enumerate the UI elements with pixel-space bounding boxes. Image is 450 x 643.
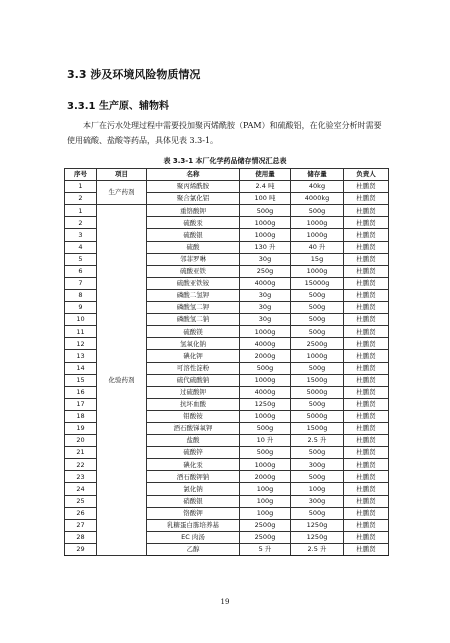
chemical-name-cell: 硫酸亚铁	[147, 265, 240, 277]
usage-cell: 30g	[240, 314, 291, 326]
row-number-cell: 4	[65, 241, 97, 253]
header-cell: 使用量	[240, 169, 291, 181]
row-number-cell: 7	[65, 277, 97, 289]
storage-cell: 500g	[291, 326, 344, 338]
storage-cell: 1500g	[291, 374, 344, 386]
body-paragraph: 本厂在污水处理过程中需要投加聚丙烯酰胺（PAM）和硫酸铝，在化验室分析时需要使用硫酸、盐酸等药品，具体见表 3.3-1。	[67, 121, 382, 145]
header-cell: 名称	[147, 169, 240, 181]
chemical-name-cell: 碘化钾	[147, 350, 240, 362]
row-number-cell: 16	[65, 386, 97, 398]
person-cell: 杜鹏贤	[344, 483, 389, 495]
row-number-cell: 9	[65, 302, 97, 314]
usage-cell: 500g	[240, 422, 291, 434]
row-number-cell: 27	[65, 519, 97, 531]
row-number-cell: 24	[65, 483, 97, 495]
category-cell: 化验药剂	[97, 205, 147, 556]
person-cell: 杜鹏贤	[344, 181, 389, 193]
chemical-name-cell: 硫酸	[147, 241, 240, 253]
table-header-row	[65, 169, 389, 181]
row-number-cell: 8	[65, 289, 97, 301]
usage-cell: 500g	[240, 362, 291, 374]
chemical-storage-table	[64, 168, 389, 556]
person-cell: 杜鹏贤	[344, 217, 389, 229]
storage-cell: 1250g	[291, 519, 344, 531]
storage-cell: 1000g	[291, 229, 344, 241]
row-number-cell: 25	[65, 495, 97, 507]
person-cell: 杜鹏贤	[344, 519, 389, 531]
section-heading: 3.3 涉及环境风险物质情况	[67, 68, 201, 81]
usage-cell: 130 升	[240, 241, 291, 253]
storage-cell: 5000g	[291, 410, 344, 422]
row-number-cell: 10	[65, 314, 97, 326]
row-number-cell: 28	[65, 531, 97, 543]
chemical-name-cell: 碘化汞	[147, 459, 240, 471]
usage-cell: 2.4 吨	[240, 181, 291, 193]
person-cell: 杜鹏贤	[344, 326, 389, 338]
row-number-cell: 19	[65, 422, 97, 434]
row-number-cell: 20	[65, 435, 97, 447]
usage-cell: 2000g	[240, 471, 291, 483]
person-cell: 杜鹏贤	[344, 350, 389, 362]
usage-cell: 4000g	[240, 338, 291, 350]
storage-cell: 40 升	[291, 241, 344, 253]
usage-cell: 1000g	[240, 217, 291, 229]
subsection-heading: 3.3.1 生产原、辅物料	[67, 101, 169, 112]
chemical-name-cell: 重铬酸钾	[147, 205, 240, 217]
person-cell: 杜鹏贤	[344, 435, 389, 447]
storage-cell: 5000g	[291, 386, 344, 398]
usage-cell: 100g	[240, 507, 291, 519]
person-cell: 杜鹏贤	[344, 398, 389, 410]
row-number-cell: 13	[65, 350, 97, 362]
table-body	[65, 181, 389, 556]
row-number-cell: 29	[65, 543, 97, 555]
chemical-name-cell: 硫酸亚铁铵	[147, 277, 240, 289]
usage-cell: 2500g	[240, 531, 291, 543]
chemical-name-cell: 磷酸氢二钾	[147, 302, 240, 314]
row-number-cell: 26	[65, 507, 97, 519]
person-cell: 杜鹏贤	[344, 314, 389, 326]
chemical-name-cell: 可溶性淀粉	[147, 362, 240, 374]
chemical-name-cell: 硫代硫酸钠	[147, 374, 240, 386]
usage-cell: 1250g	[240, 398, 291, 410]
person-cell: 杜鹏贤	[344, 447, 389, 459]
row-number-cell: 5	[65, 253, 97, 265]
storage-cell: 500g	[291, 507, 344, 519]
row-number-cell: 6	[65, 265, 97, 277]
person-cell: 杜鹏贤	[344, 543, 389, 555]
header-cell: 序号	[65, 169, 97, 181]
usage-cell: 500g	[240, 205, 291, 217]
header-cell: 储存量	[291, 169, 344, 181]
usage-cell: 2500g	[240, 519, 291, 531]
storage-cell: 2500g	[291, 338, 344, 350]
row-number-cell: 14	[65, 362, 97, 374]
chemical-name-cell: 硫酸镁	[147, 326, 240, 338]
storage-cell: 1000g	[291, 217, 344, 229]
person-cell: 杜鹏贤	[344, 193, 389, 205]
storage-cell: 500g	[291, 302, 344, 314]
chemical-name-cell: 硫酸银	[147, 229, 240, 241]
person-cell: 杜鹏贤	[344, 386, 389, 398]
person-cell: 杜鹏贤	[344, 277, 389, 289]
person-cell: 杜鹏贤	[344, 338, 389, 350]
person-cell: 杜鹏贤	[344, 410, 389, 422]
usage-cell: 1000g	[240, 229, 291, 241]
chemical-name-cell: 酒石酸钾钠	[147, 471, 240, 483]
usage-cell: 30g	[240, 302, 291, 314]
storage-cell: 1500g	[291, 422, 344, 434]
chemical-name-cell: 氢氧化钠	[147, 338, 240, 350]
table-caption: 表 3.3-1 本厂化学药品储存情况汇总表	[163, 157, 287, 165]
person-cell: 杜鹏贤	[344, 229, 389, 241]
person-cell: 杜鹏贤	[344, 253, 389, 265]
chemical-name-cell: 聚丙烯酰胺	[147, 181, 240, 193]
person-cell: 杜鹏贤	[344, 241, 389, 253]
row-number-cell: 15	[65, 374, 97, 386]
person-cell: 杜鹏贤	[344, 362, 389, 374]
storage-cell: 500g	[291, 314, 344, 326]
row-number-cell: 18	[65, 410, 97, 422]
chemical-name-cell: 钼酸铵	[147, 410, 240, 422]
storage-cell: 500g	[291, 205, 344, 217]
chemical-name-cell: 过硫酸钾	[147, 386, 240, 398]
usage-cell: 2000g	[240, 350, 291, 362]
row-number-cell: 11	[65, 326, 97, 338]
storage-cell: 15g	[291, 253, 344, 265]
chemical-name-cell: 硝酸银	[147, 495, 240, 507]
usage-cell: 30g	[240, 289, 291, 301]
usage-cell: 100g	[240, 483, 291, 495]
chemical-name-cell: EC 肉汤	[147, 531, 240, 543]
person-cell: 杜鹏贤	[344, 507, 389, 519]
header-cell: 负责人	[344, 169, 389, 181]
person-cell: 杜鹏贤	[344, 265, 389, 277]
chemical-name-cell: 抗坏血酸	[147, 398, 240, 410]
row-number-cell: 2	[65, 193, 97, 205]
chemical-name-cell: 酒石酸锑氧钾	[147, 422, 240, 434]
usage-cell: 500g	[240, 447, 291, 459]
person-cell: 杜鹏贤	[344, 422, 389, 434]
row-number-cell: 1	[65, 205, 97, 217]
header-cell: 项目	[97, 169, 147, 181]
usage-cell: 5 升	[240, 543, 291, 555]
person-cell: 杜鹏贤	[344, 459, 389, 471]
row-number-cell: 17	[65, 398, 97, 410]
usage-cell: 100 吨	[240, 193, 291, 205]
chemical-name-cell: 铬酸钾	[147, 507, 240, 519]
chemical-name-cell: 磷酸氢二钠	[147, 314, 240, 326]
row-number-cell: 2	[65, 217, 97, 229]
row-number-cell: 1	[65, 181, 97, 193]
chemical-name-cell: 盐酸	[147, 435, 240, 447]
person-cell: 杜鹏贤	[344, 289, 389, 301]
category-cell: 生产药剂	[97, 181, 147, 205]
person-cell: 杜鹏贤	[344, 495, 389, 507]
chemical-name-cell: 氯化钠	[147, 483, 240, 495]
person-cell: 杜鹏贤	[344, 374, 389, 386]
usage-cell: 1000g	[240, 374, 291, 386]
row-number-cell: 3	[65, 229, 97, 241]
storage-cell: 500g	[291, 362, 344, 374]
chemical-name-cell: 聚合氯化铝	[147, 193, 240, 205]
usage-cell: 4000g	[240, 386, 291, 398]
row-number-cell: 23	[65, 471, 97, 483]
person-cell: 杜鹏贤	[344, 302, 389, 314]
table-row	[65, 205, 389, 217]
person-cell: 杜鹏贤	[344, 471, 389, 483]
chemical-name-cell: 乙醇	[147, 543, 240, 555]
row-number-cell: 22	[65, 459, 97, 471]
table-row	[65, 181, 389, 193]
usage-cell: 1000g	[240, 410, 291, 422]
storage-cell: 500g	[291, 398, 344, 410]
storage-cell: 500g	[291, 471, 344, 483]
chemical-name-cell: 乳糖蛋白胨培养基	[147, 519, 240, 531]
chemical-name-cell: 邻菲罗啉	[147, 253, 240, 265]
storage-cell: 2.5 升	[291, 435, 344, 447]
storage-cell: 1250g	[291, 531, 344, 543]
person-cell: 杜鹏贤	[344, 531, 389, 543]
storage-cell: 1000g	[291, 265, 344, 277]
storage-cell: 15000g	[291, 277, 344, 289]
chemical-name-cell: 硫酸锌	[147, 447, 240, 459]
storage-cell: 40kg	[291, 181, 344, 193]
usage-cell: 1000g	[240, 459, 291, 471]
storage-cell: 500g	[291, 447, 344, 459]
usage-cell: 4000g	[240, 277, 291, 289]
storage-cell: 300g	[291, 495, 344, 507]
storage-cell: 2.5 升	[291, 543, 344, 555]
usage-cell: 10 升	[240, 435, 291, 447]
chemical-name-cell: 磷酸二氢钾	[147, 289, 240, 301]
usage-cell: 1000g	[240, 326, 291, 338]
person-cell: 杜鹏贤	[344, 205, 389, 217]
usage-cell: 250g	[240, 265, 291, 277]
storage-cell: 500g	[291, 289, 344, 301]
chemical-name-cell: 硫酸汞	[147, 217, 240, 229]
storage-cell: 100g	[291, 483, 344, 495]
storage-cell: 300g	[291, 459, 344, 471]
row-number-cell: 21	[65, 447, 97, 459]
page-number: 19	[220, 598, 230, 606]
row-number-cell: 12	[65, 338, 97, 350]
storage-cell: 4000kg	[291, 193, 344, 205]
storage-cell: 1000g	[291, 350, 344, 362]
usage-cell: 100g	[240, 495, 291, 507]
usage-cell: 30g	[240, 253, 291, 265]
